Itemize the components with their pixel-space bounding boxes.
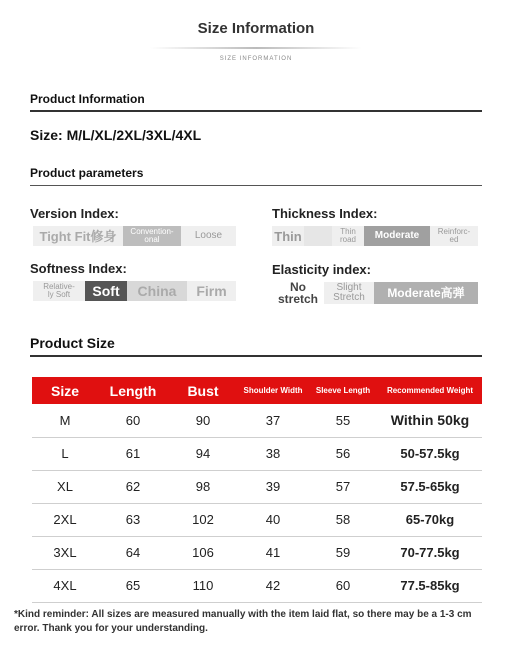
table-cell: L — [32, 437, 98, 470]
table-cell: 37 — [238, 404, 308, 437]
table-row — [32, 437, 482, 470]
table-cell: 77.5-85kg — [378, 569, 482, 602]
title-divider — [150, 47, 362, 49]
table-row — [32, 404, 482, 437]
size-table — [32, 377, 482, 603]
column-header: Bust — [168, 377, 238, 404]
table-row — [32, 569, 482, 602]
thickness-option: Thin road — [332, 226, 364, 246]
softness-option-selected: Soft — [85, 281, 127, 301]
thickness-index-label: Thickness Index: — [272, 206, 378, 221]
table-cell: Within 50kg — [378, 404, 482, 437]
softness-option: Relative- ly Soft — [33, 281, 85, 301]
table-cell: 38 — [238, 437, 308, 470]
table-cell: 110 — [168, 569, 238, 602]
softness-option: China — [127, 281, 187, 301]
elasticity-option: No stretch — [272, 282, 324, 304]
column-header: Length — [98, 377, 168, 404]
page-subtitle: SIZE INFORMATION — [219, 56, 293, 62]
table-cell: 62 — [98, 470, 168, 503]
table-cell: 59 — [308, 536, 378, 569]
thickness-option — [304, 226, 332, 246]
table-cell: 39 — [238, 470, 308, 503]
section-product-size: Product Size — [30, 335, 115, 351]
table-cell: 60 — [98, 404, 168, 437]
table-cell: 106 — [168, 536, 238, 569]
softness-index-label: Softness Index: — [30, 261, 127, 276]
elasticity-option: Slight Stretch — [324, 282, 374, 304]
table-cell: 65 — [98, 569, 168, 602]
version-option: Loose — [181, 226, 236, 246]
table-cell: 60 — [308, 569, 378, 602]
softness-index-bar — [33, 281, 236, 301]
table-cell: 4XL — [32, 569, 98, 602]
version-index-label: Version Index: — [30, 206, 119, 221]
column-header: Recommended Weight — [378, 377, 482, 404]
table-row — [32, 470, 482, 503]
table-header-row — [32, 377, 482, 404]
table-row — [32, 536, 482, 569]
thickness-option-selected: Moderate — [364, 226, 430, 246]
column-header: Sleeve Length — [308, 377, 378, 404]
column-header: Shoulder Width — [238, 377, 308, 404]
table-cell: 3XL — [32, 536, 98, 569]
table-cell: 102 — [168, 503, 238, 536]
version-option: Tight Fit修身 — [33, 226, 123, 246]
table-row — [32, 503, 482, 536]
table-cell: 63 — [98, 503, 168, 536]
thickness-option: Reinforc- ed — [430, 226, 478, 246]
table-cell: 57.5-65kg — [378, 470, 482, 503]
thickness-option: Thin — [272, 226, 304, 246]
section-product-information: Product Information — [30, 92, 145, 106]
version-option-selected: Convention- onal — [123, 226, 181, 246]
softness-option: Firm — [187, 281, 236, 301]
elasticity-index-bar — [272, 282, 478, 304]
page-title: Size Information — [197, 20, 315, 37]
table-cell: 56 — [308, 437, 378, 470]
section-divider — [30, 185, 482, 186]
table-cell: 94 — [168, 437, 238, 470]
table-cell: 90 — [168, 404, 238, 437]
thickness-index-bar — [272, 226, 478, 246]
size-list: Size: M/L/XL/2XL/3XL/4XL — [30, 127, 202, 143]
table-cell: 55 — [308, 404, 378, 437]
table-cell: 58 — [308, 503, 378, 536]
table-cell: 57 — [308, 470, 378, 503]
table-cell: 65-70kg — [378, 503, 482, 536]
kind-reminder-note: *Kind reminder: All sizes are measured manually with the item laid flat, so there may be a 1-3 cm error. Thank you for your understanding. — [14, 609, 472, 634]
section-divider — [30, 355, 482, 357]
section-divider — [30, 110, 482, 112]
section-product-parameters: Product parameters — [30, 166, 144, 180]
table-cell: 70-77.5kg — [378, 536, 482, 569]
table-cell: 61 — [98, 437, 168, 470]
column-header: Size — [32, 377, 98, 404]
table-cell: 50-57.5kg — [378, 437, 482, 470]
elasticity-index-label: Elasticity index: — [272, 262, 371, 277]
table-cell: M — [32, 404, 98, 437]
table-cell: 40 — [238, 503, 308, 536]
table-cell: XL — [32, 470, 98, 503]
table-cell: 42 — [238, 569, 308, 602]
table-cell: 64 — [98, 536, 168, 569]
elasticity-option-selected: Moderate高弹 — [374, 282, 478, 304]
table-cell: 2XL — [32, 503, 98, 536]
version-index-bar — [33, 226, 236, 246]
table-cell: 41 — [238, 536, 308, 569]
table-cell: 98 — [168, 470, 238, 503]
